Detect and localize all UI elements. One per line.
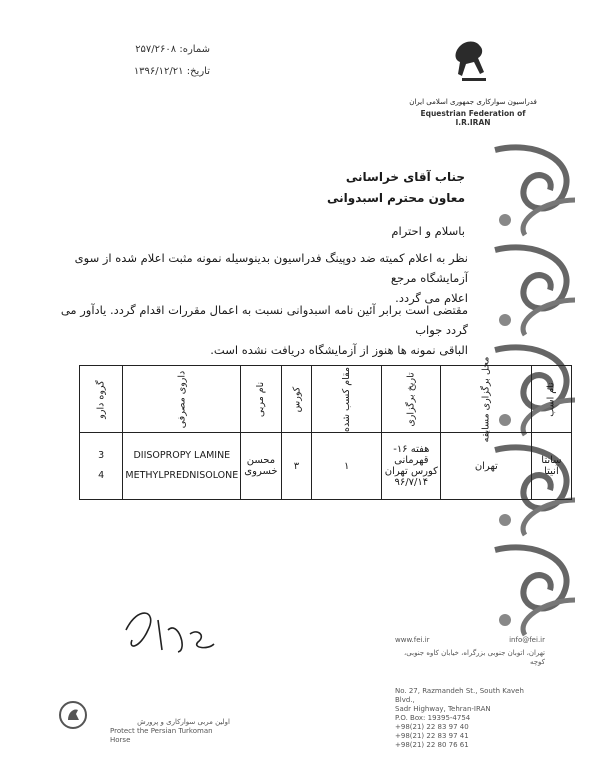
fax: +98(21) 22 80 76 61 xyxy=(395,741,469,749)
date-value: ۱۳۹۶/۱۲/۲۱ xyxy=(133,66,184,77)
pobox: P.O. Box: 19395-4754 xyxy=(395,714,471,722)
horse-seal-icon xyxy=(58,700,88,730)
cell-rank: ۱ xyxy=(312,433,382,500)
paragraph-2 xyxy=(60,300,468,360)
bottom-note-en: Protect the Persian Turkoman Horse xyxy=(110,727,213,744)
cell-trainer: محسن خسروی xyxy=(241,433,281,500)
date-label: تاریخ: xyxy=(186,66,210,77)
col-drug: داروی مصرفی xyxy=(123,366,241,433)
cell-venue: تهران xyxy=(441,433,532,500)
address-en-1: No. 27, Razmandeh St., South Kaveh Blvd., xyxy=(395,687,524,704)
doping-results-table xyxy=(79,356,572,500)
table-row xyxy=(80,433,572,500)
number-label: شماره: xyxy=(179,44,210,55)
col-course: کورس xyxy=(281,366,312,433)
email: info@fei.ir xyxy=(509,636,545,644)
col-trainer: نام مربی xyxy=(241,366,281,433)
cell-drug: DIISOPROPY LAMINE METHYLPREDNISOLONE xyxy=(123,433,241,500)
cell-course: ۳ xyxy=(281,433,312,500)
org-name-en: Equestrian Federation of I.R.IRAN xyxy=(420,109,526,127)
website: www.fei.ir xyxy=(395,636,430,644)
paragraph-1 xyxy=(60,248,468,308)
col-horse-name: نام اسب xyxy=(532,366,571,433)
bottom-note-fa: اولین مربی سوارکاری و پرورش xyxy=(137,718,230,726)
cell-horse: سانتا آنیتا xyxy=(532,433,571,500)
bottom-note xyxy=(110,718,230,745)
recipient-name: جناب آقای خراسانی xyxy=(345,170,465,184)
paragraph-1-line-1: نظر به اعلام کمیته ضد دوپینگ فدراسیون بدینوسیله نمونه مثبت اعلام شده از سوی آزمایشگاه مرجع xyxy=(74,251,468,285)
tel-2: +98(21) 22 83 97 41 xyxy=(395,732,469,740)
address-en-2: Sadr Highway, Tehran-IRAN xyxy=(395,705,491,713)
signature xyxy=(118,600,228,660)
tel-1: +98(21) 22 83 97 40 xyxy=(395,723,469,731)
recipient-title: معاون محترم اسبدوانی xyxy=(327,191,465,205)
paragraph-2-line-1: مقتضی است برابر آئین نامه اسبدوانی نسبت به اعمال مقررات اقدام گردد. یادآور می گردد جواب xyxy=(60,303,468,337)
col-venue: محل برگزاری مسابقه xyxy=(441,366,532,433)
paragraph-1-line-2: اعلام می گردد. xyxy=(395,291,468,305)
org-name-fa: فدراسیون سوارکاری جمهوری اسلامی ایران xyxy=(409,98,537,106)
cell-drug-group: 3 4 xyxy=(80,433,123,500)
col-drug-group: گروه دارو xyxy=(80,366,123,433)
footer-contact xyxy=(395,636,545,750)
cell-date: هفته ۱۶- قهرمانی کورس تهران ۹۶/۷/۱۴ xyxy=(382,433,441,500)
address-fa: تهران، اتوبان جنوبی بزرگراه، خیابان کاوه جنوبی، کوچه xyxy=(404,649,545,666)
table-header-row xyxy=(80,366,572,433)
col-rank: مقام کسب شده xyxy=(312,366,382,433)
letter-date xyxy=(100,66,210,77)
bottom-seal xyxy=(58,700,88,730)
greeting: باسلام و احترام xyxy=(391,224,465,238)
horse-logo-icon xyxy=(400,38,540,98)
number-value: ۲۵۷/۲۶۰۸ xyxy=(135,44,177,55)
paragraph-2-line-2: الباقی نمونه ها هنوز از آزمایشگاه دریافت نشده است. xyxy=(210,343,468,357)
col-date: تاریخ برگزاری xyxy=(382,366,441,433)
letter-number xyxy=(100,44,210,55)
federation-logo xyxy=(400,38,540,127)
